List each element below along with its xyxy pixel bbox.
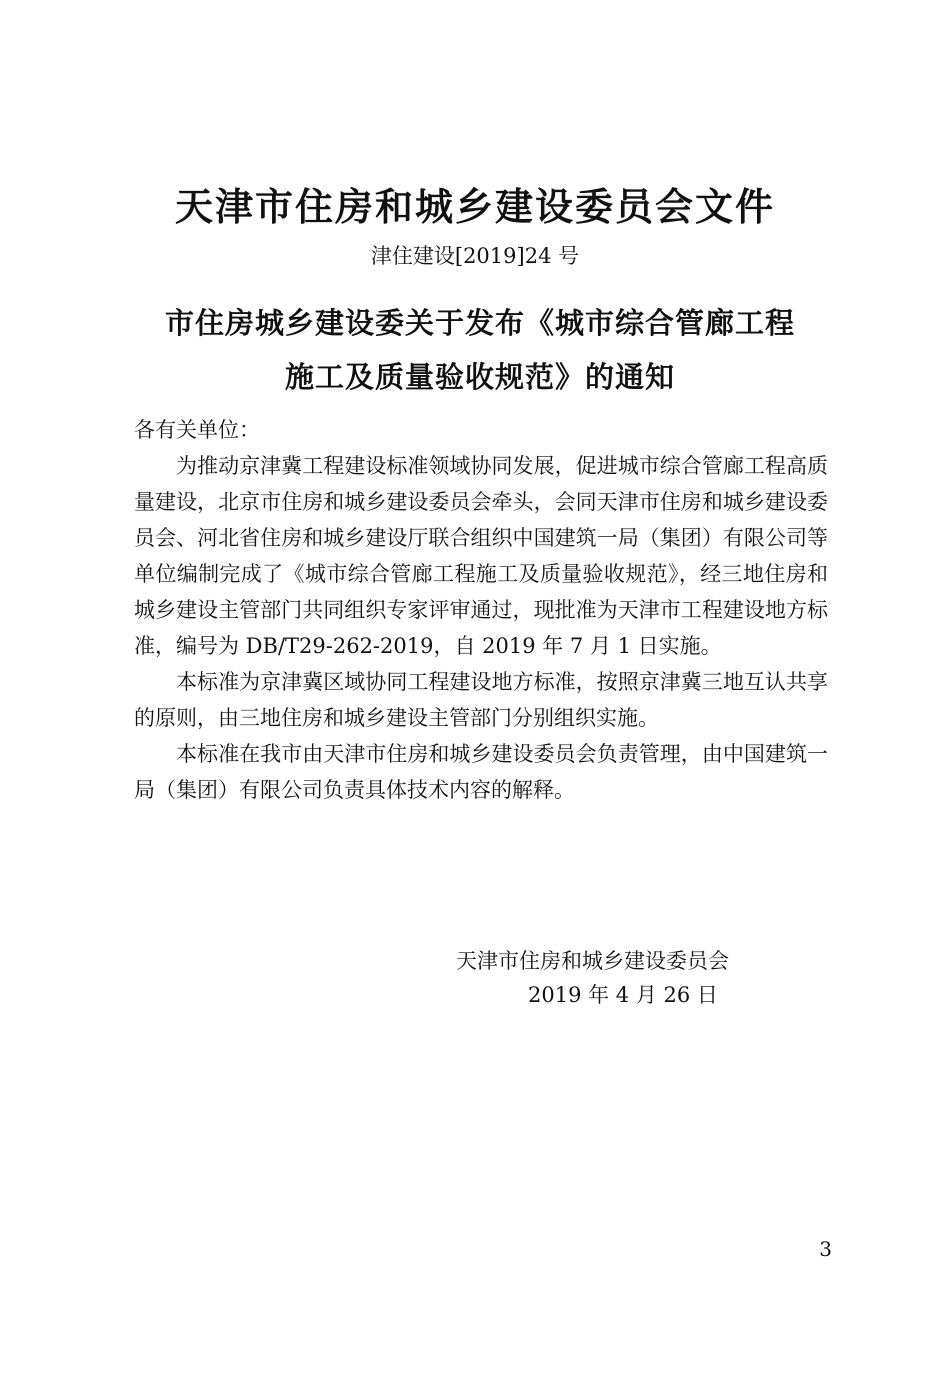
document-header: 天津市住房和城乡建设委员会文件 bbox=[174, 184, 775, 229]
notice-title bbox=[120, 296, 840, 404]
paragraph-2: 本标准为京津冀区域协同工程建设地方标准，按照京津冀三地互认共享的原则，由三地住房和城乡建设主管部门分别组织实施。 bbox=[134, 670, 828, 730]
signature-date: 2019 年 4 月 26 日 bbox=[528, 983, 718, 1007]
signature-block bbox=[440, 944, 800, 1012]
salutation: 各有关单位： bbox=[134, 418, 260, 442]
paragraph-1: 为推动京津冀工程建设标准领域协同发展，促进城市综合管廊工程高质量建设，北京市住房和城乡建设委员会牵头，会同天津市住房和城乡建设委员会、河北省住房和城乡建设厅联合组织中国建筑一局（集团）有限公司等单位编制完成了《城市综合管廊工程施工及质量验收规范》，经三地住房和城乡建设主管部门共同组织专家评审通过，现批准为天津市工程建设地方标准，编号为 DB/T29-262-2019，自 2019 年 7 月 1 日实施。 bbox=[134, 454, 828, 658]
document-number: 津住建设[2019]24 号 bbox=[370, 244, 580, 268]
body-text bbox=[134, 448, 828, 808]
paragraph-3: 本标准在我市由天津市住房和城乡建设委员会负责管理，由中国建筑一局（集团）有限公司负责具体技术内容的解释。 bbox=[134, 742, 828, 802]
notice-title-line-1: 市住房城乡建设委关于发布《城市综合管廊工程 bbox=[164, 306, 795, 340]
signature-organization: 天津市住房和城乡建设委员会 bbox=[456, 949, 729, 973]
page-number: 3 bbox=[819, 1237, 832, 1261]
notice-title-line-2: 施工及质量验收规范》的通知 bbox=[284, 360, 675, 394]
